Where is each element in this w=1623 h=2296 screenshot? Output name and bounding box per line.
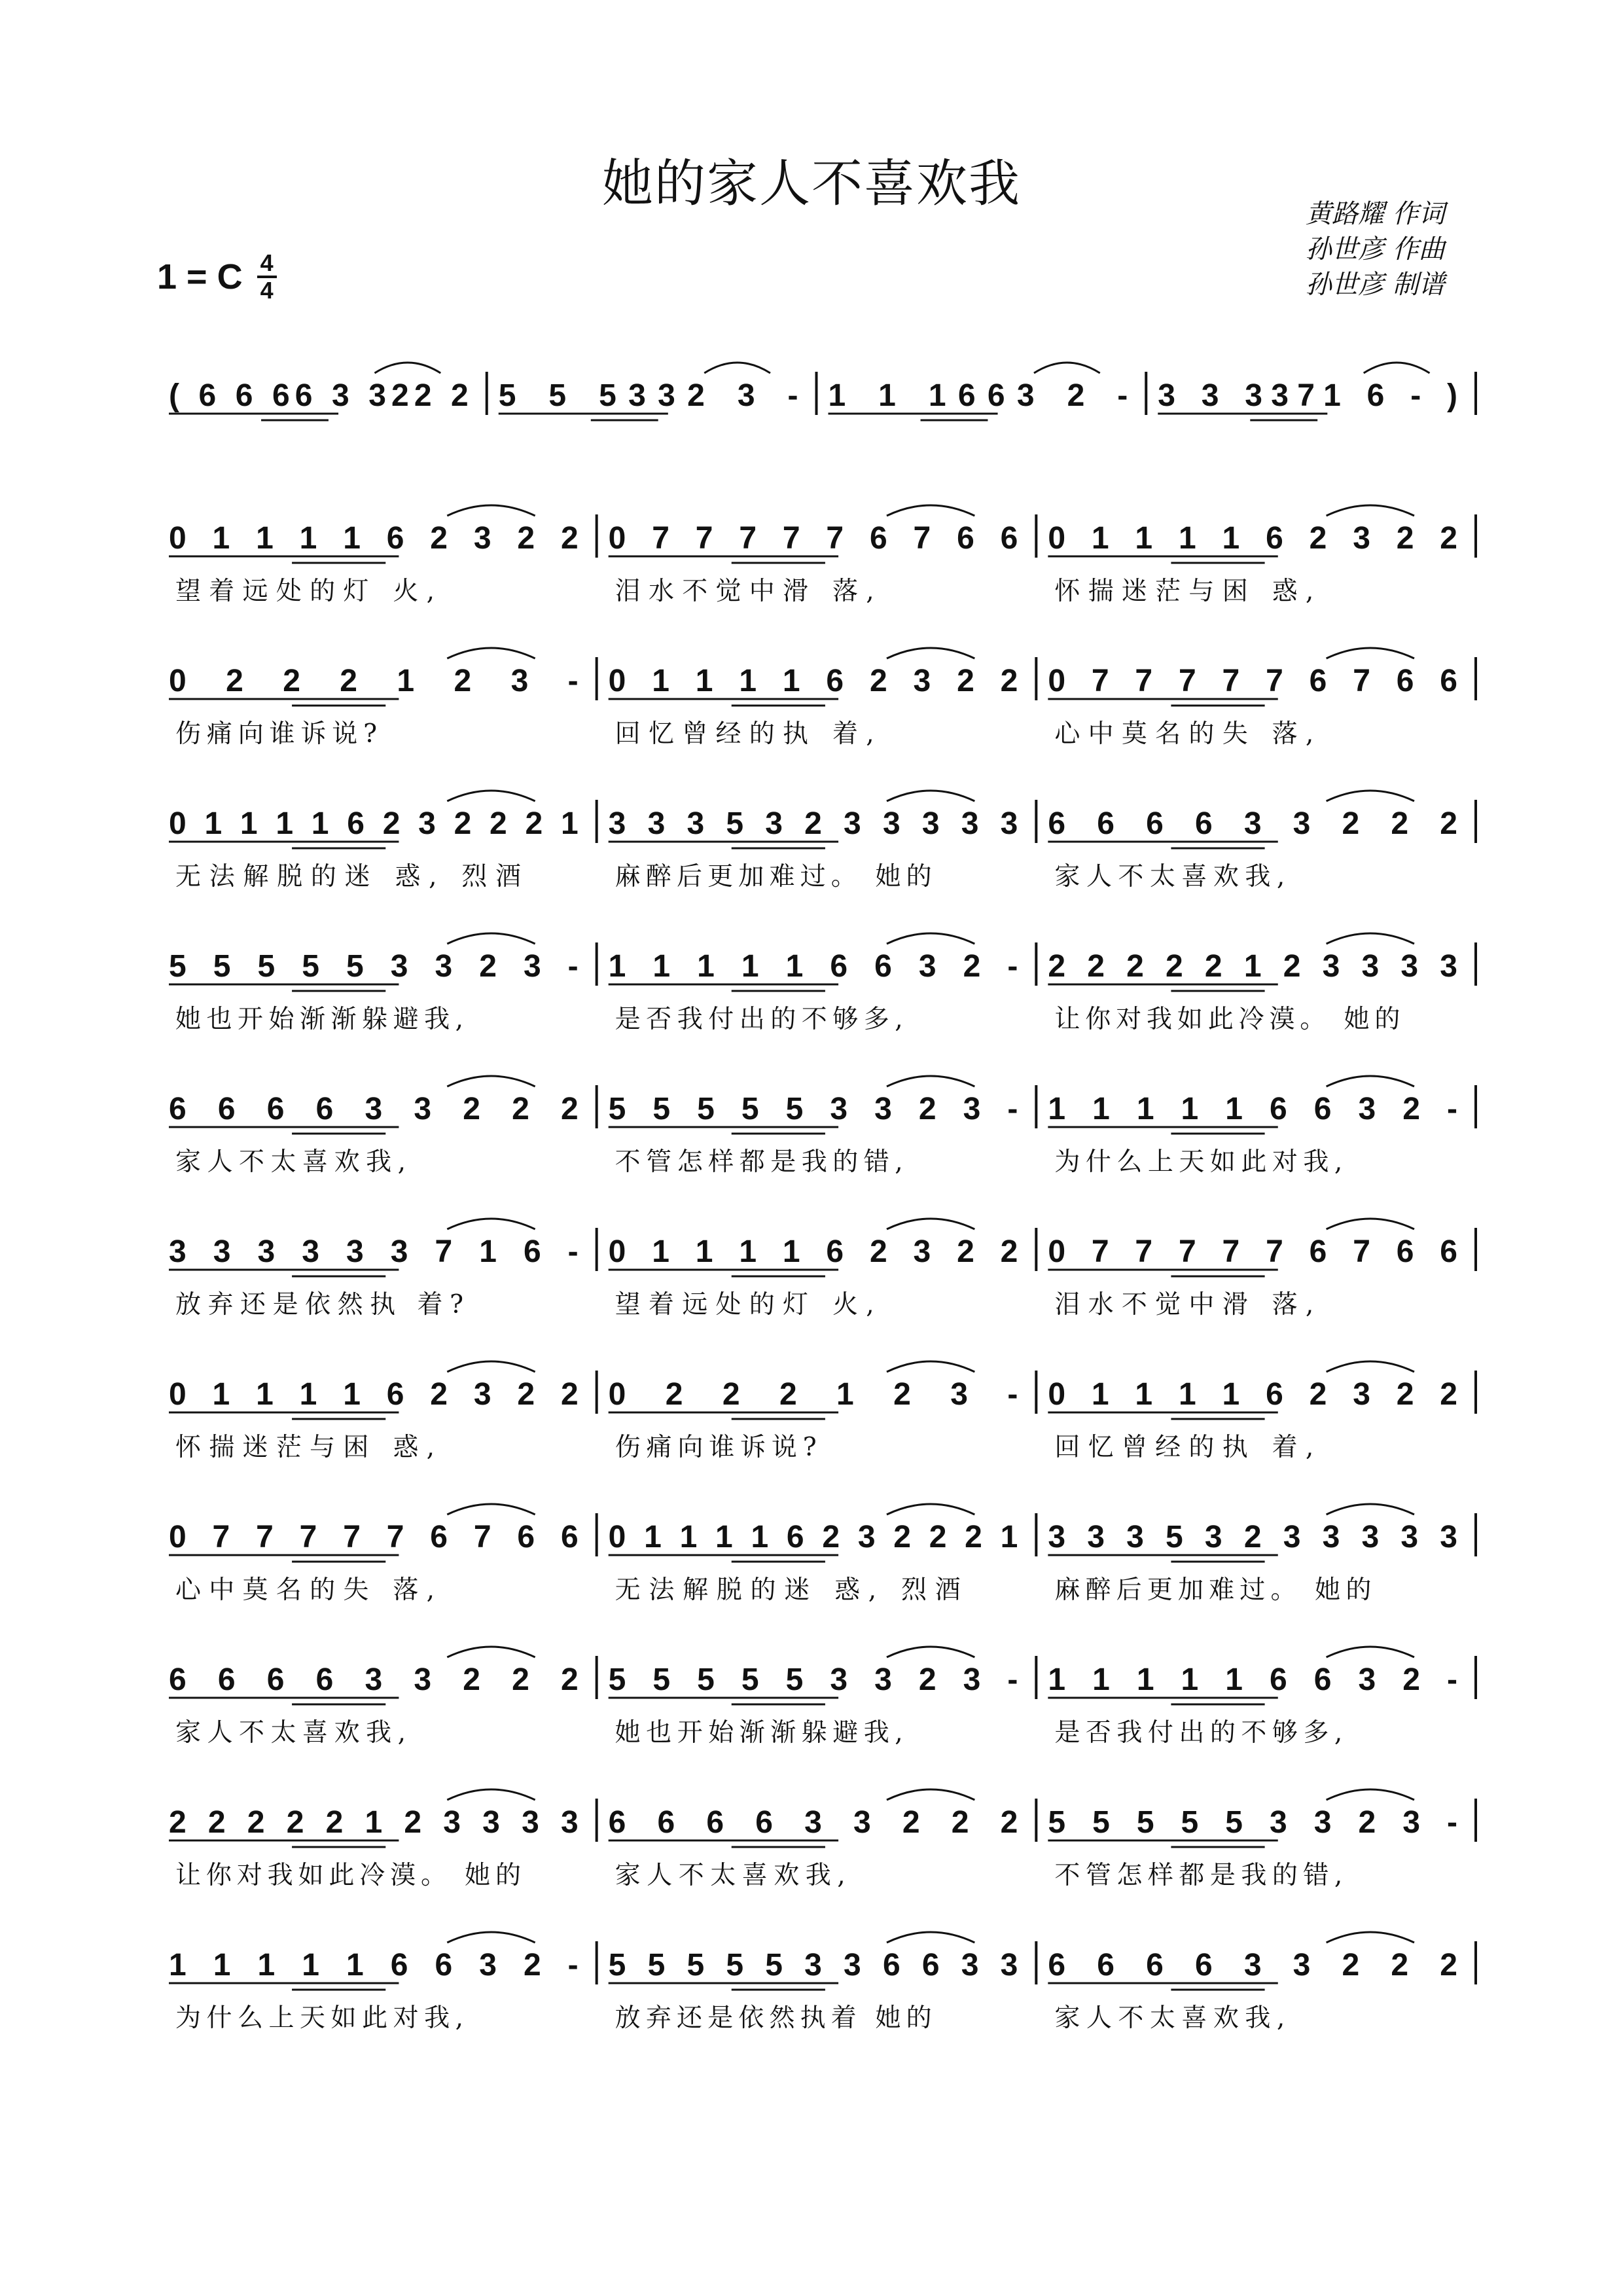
measure-lyrics: 心中莫名的失 落,: [175, 1575, 435, 1605]
slur: [1327, 1361, 1414, 1372]
measure-notes: 0 1 1 1 1 6 2 3 2 2: [169, 1377, 579, 1412]
credit-lyricist: 黄路耀 作词: [1306, 199, 1445, 229]
measure-notes: 0 1 1 1 1 6 2 3 2 2: [608, 1234, 1018, 1269]
measure-notes: 5 5 5 5 5 3 3 2 3 -: [1048, 1805, 1457, 1840]
measure-lyrics: 无法解脱的迷 惑, 烈酒: [175, 862, 521, 891]
slur: [447, 1076, 535, 1086]
slur: [1327, 1647, 1414, 1657]
measure-notes: 0 7 7 7 7 7 6 7 6 6: [169, 1520, 579, 1554]
measure-notes: 6 6 6 6 3 3 2 2 2: [169, 1092, 579, 1126]
slur: [447, 791, 535, 801]
measure-lyrics: 不管怎样都是我的错,: [615, 1147, 903, 1177]
measure-notes: 3 3 3371 6 - ): [1158, 378, 1457, 413]
slur: [1327, 1219, 1414, 1229]
measure-lyrics: 怀揣迷茫与困 惑,: [175, 1433, 435, 1462]
measure-notes: 0 7 7 7 7 7 6 7 6 6: [608, 521, 1018, 556]
slur: [1327, 1076, 1414, 1086]
system: [169, 1076, 1476, 1177]
slur: [1327, 505, 1414, 516]
measure-lyrics: 怀揣迷茫与困 惑,: [1054, 577, 1314, 606]
measure-lyrics: 不管怎样都是我的错,: [1054, 1861, 1343, 1890]
slur: [887, 1932, 974, 1943]
measure-lyrics: 回忆曾经的执 着,: [615, 719, 874, 749]
measure-notes: 5 5 5 5 5 3 3 2 3 -: [608, 1092, 1018, 1126]
measure-notes: 0 7 7 7 7 7 6 7 6 6: [1048, 664, 1457, 698]
measure-notes: 6 6 6 6 3 3 2 2 2: [1048, 1948, 1457, 1982]
measure-lyrics: 是否我付出的不够多,: [1054, 1718, 1343, 1748]
key-label: 1 = C: [157, 257, 243, 296]
slur: [887, 1647, 974, 1657]
system: [169, 1932, 1476, 2033]
system: [169, 1361, 1476, 1462]
slur: [887, 1219, 974, 1229]
measure-lyrics: 让你对我如此冷漠。 她的: [1054, 1005, 1400, 1034]
measure-lyrics: 泪水不觉中滑 落,: [1054, 1290, 1314, 1319]
measure-notes: 6 6 6 6 3 3 2 2 2: [608, 1805, 1018, 1840]
measure-notes: 0 1 1 1 1 6 2 3 2 2: [608, 664, 1018, 698]
measure-notes: 5 5 5 5 5 3 3 2 3 -: [169, 949, 579, 984]
slur: [1034, 363, 1100, 373]
measure-notes: 0 1 1 1 1 6 2 3 2 2: [1048, 521, 1457, 556]
slur: [447, 1932, 535, 1943]
measure-lyrics: 她也开始渐渐躲避我,: [615, 1718, 903, 1748]
measure-lyrics: 是否我付出的不够多,: [615, 1005, 903, 1034]
measure-notes: 1 1 1 1 1 6 6 3 2 -: [169, 1948, 579, 1982]
slur: [447, 648, 535, 658]
system: [169, 1789, 1476, 1890]
measure-lyrics: 麻醉后更加难过。 她的: [1054, 1575, 1372, 1605]
time-signature-top: 4: [260, 249, 274, 276]
system: [169, 648, 1476, 749]
slur: [887, 1789, 974, 1800]
slur: [887, 791, 974, 801]
measure-notes: 0 2 2 2 1 2 3 -: [169, 664, 579, 698]
measure-lyrics: 无法解脱的迷 惑, 烈酒: [615, 1575, 961, 1605]
measure-notes: 2 2 2 2 2 1 2 3 3 3 3: [169, 1805, 579, 1840]
song-title: 她的家人不喜欢我: [601, 154, 1021, 213]
slur: [1327, 791, 1414, 801]
slur: [447, 1361, 535, 1372]
slur: [887, 933, 974, 944]
slur: [1327, 933, 1414, 944]
measure-notes: 6 6 6 6 3 3 2 2 2: [1048, 806, 1457, 841]
measure-notes: 1 1 1 1 1 6 6 3 2 -: [1048, 1662, 1457, 1697]
measure-lyrics: 泪水不觉中滑 落,: [615, 577, 874, 606]
measure-lyrics: 家人不太喜欢我,: [615, 1861, 846, 1890]
measure-lyrics: 家人不太喜欢我,: [175, 1718, 406, 1748]
slur: [704, 363, 770, 373]
measure-notes: 5 5 5 5 5 3 3 6 6 3 3: [608, 1948, 1018, 1982]
slur: [1364, 363, 1430, 373]
slur: [1327, 648, 1414, 658]
measure-lyrics: 家人不太喜欢我,: [1054, 2003, 1285, 2033]
measure-notes: 1 1 1 1 1 6 6 3 2 -: [608, 949, 1018, 984]
measure-lyrics: 望着远处的灯 火,: [175, 577, 435, 606]
measure-lyrics: 伤痛向谁诉说?: [175, 719, 377, 749]
measure-lyrics: 回忆曾经的执 着,: [1054, 1433, 1314, 1462]
measure-notes: 5 5 5332 3 -: [498, 378, 798, 413]
measure-notes: 0 7 7 7 7 7 6 7 6 6: [1048, 1234, 1457, 1269]
slur: [447, 1504, 535, 1515]
measure-notes: ( 6 6 66 3 322 2: [169, 378, 469, 413]
measure-notes: 1 1 1 1 1 6 6 3 2 -: [1048, 1092, 1457, 1126]
system: [169, 363, 1476, 420]
measure-lyrics: 让你对我如此冷漠。 她的: [175, 1861, 521, 1890]
measure-lyrics: 家人不太喜欢我,: [175, 1147, 406, 1177]
slur: [447, 1647, 535, 1657]
measure-lyrics: 她也开始渐渐躲避我,: [175, 1005, 463, 1034]
system: [169, 791, 1476, 891]
measure-notes: 1 1 1663 2 -: [828, 378, 1128, 413]
measure-lyrics: 伤痛向谁诉说?: [615, 1433, 817, 1462]
measure-notes: 5 5 5 5 5 3 3 2 3 -: [608, 1662, 1018, 1697]
measure-notes: 6 6 6 6 3 3 2 2 2: [169, 1662, 579, 1697]
slur: [1327, 1932, 1414, 1943]
slur: [374, 363, 440, 373]
credit-composer: 孙世彦 作曲: [1306, 234, 1445, 264]
time-signature-bottom: 4: [260, 277, 274, 304]
slur: [887, 1076, 974, 1086]
measure-notes: 2 2 2 2 2 1 2 3 3 3 3: [1048, 949, 1457, 984]
measure-lyrics: 心中莫名的失 落,: [1054, 719, 1314, 749]
system: [169, 1647, 1476, 1748]
slur: [887, 505, 974, 516]
slur: [447, 505, 535, 516]
slur: [887, 648, 974, 658]
system: [169, 933, 1476, 1034]
slur: [447, 1219, 535, 1229]
slur: [887, 1361, 974, 1372]
slur: [447, 1789, 535, 1800]
measure-notes: 3 3 3 3 3 3 7 1 6 -: [169, 1234, 579, 1269]
slur: [1327, 1789, 1414, 1800]
slur: [447, 933, 535, 944]
credit-engraver: 孙世彦 制谱: [1306, 270, 1445, 300]
system: [169, 1219, 1476, 1319]
measure-notes: 0 1 1 1 1 6 2 3 2 2 2 1: [169, 806, 579, 841]
system: [169, 1504, 1476, 1605]
slur: [887, 1504, 974, 1515]
measure-lyrics: 为什么上天如此对我,: [175, 2003, 463, 2033]
measure-lyrics: 为什么上天如此对我,: [1054, 1147, 1343, 1177]
measure-lyrics: 放弃还是依然执着 她的: [615, 2003, 932, 2033]
measure-notes: 3 3 3 5 3 2 3 3 3 3 3: [1048, 1520, 1457, 1554]
measure-notes: 0 1 1 1 1 6 2 3 2 2 2 1: [608, 1520, 1018, 1554]
system: [169, 505, 1476, 606]
slur: [1327, 1504, 1414, 1515]
measure-notes: 3 3 3 5 3 2 3 3 3 3 3: [608, 806, 1018, 841]
measure-lyrics: 望着远处的灯 火,: [615, 1290, 874, 1319]
measure-lyrics: 家人不太喜欢我,: [1054, 862, 1285, 891]
measure-notes: 0 2 2 2 1 2 3 -: [608, 1377, 1018, 1412]
measure-lyrics: 放弃还是依然执 着?: [175, 1290, 463, 1319]
measure-lyrics: 麻醉后更加难过。 她的: [615, 862, 932, 891]
measure-notes: 0 1 1 1 1 6 2 3 2 2: [169, 521, 579, 556]
measure-notes: 0 1 1 1 1 6 2 3 2 2: [1048, 1377, 1457, 1412]
